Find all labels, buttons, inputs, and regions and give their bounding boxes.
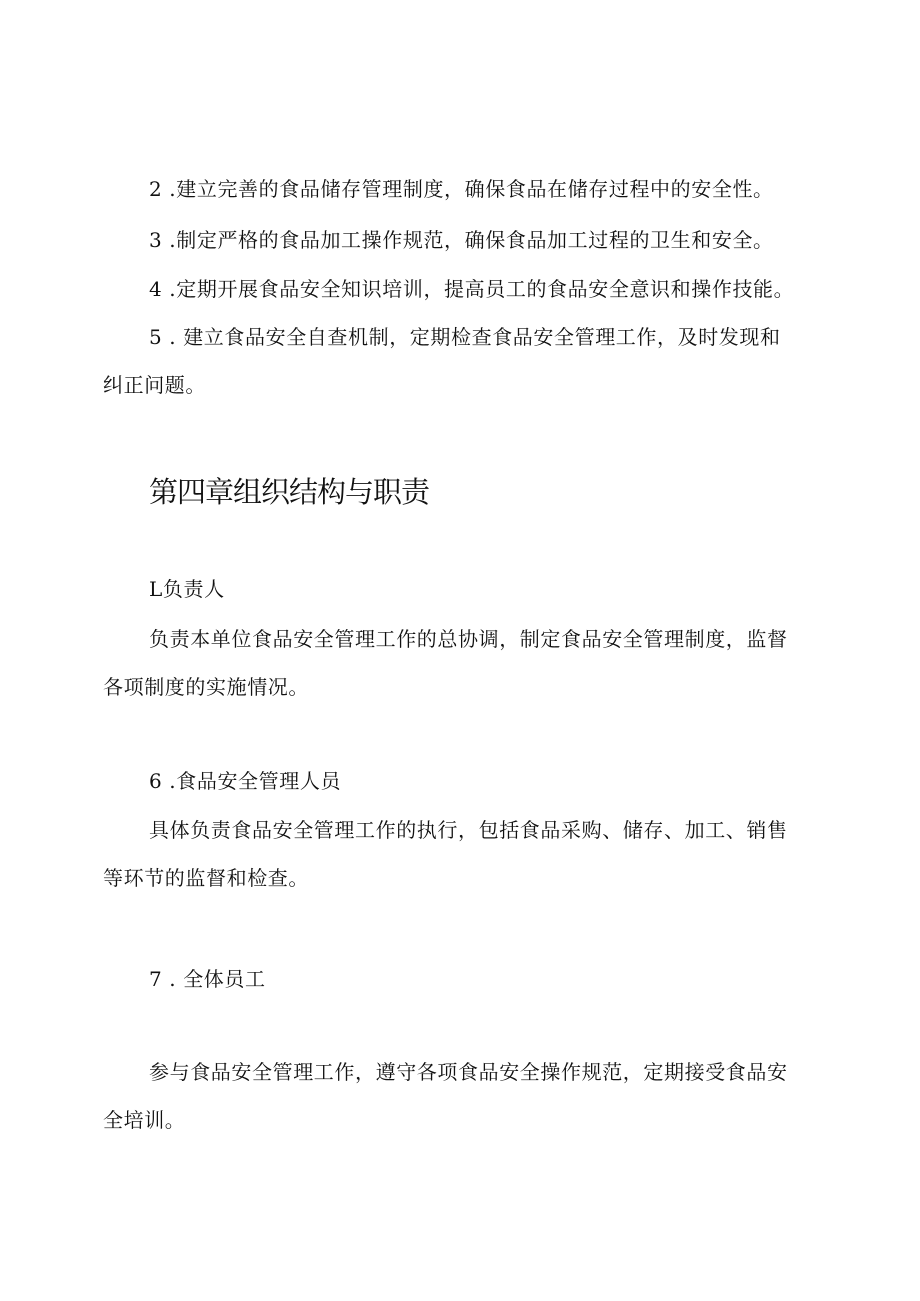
role-title-text: . 全体员工 — [169, 967, 266, 991]
role-number: 6 — [149, 769, 163, 793]
role-title-1: L负责人 — [149, 577, 225, 601]
role-desc-7-line2: 全培训。 — [103, 1108, 186, 1132]
list-number: 4 — [149, 277, 163, 301]
role-title-7 — [149, 966, 266, 992]
list-text: .定期开展食品安全知识培训，提高员工的食品安全意识和操作技能。 — [169, 277, 795, 301]
list-item-3 — [149, 227, 774, 253]
list-item-5-continuation: 纠正问题。 — [103, 373, 206, 397]
role-desc-1-line1: 负责本单位食品安全管理工作的总协调，制定食品安全管理制度，监督 — [149, 627, 788, 651]
list-text: . 建立食品安全自查机制，定期检查食品安全管理工作，及时发现和 — [169, 325, 781, 349]
list-number: 2 — [149, 177, 163, 201]
role-number: 7 — [149, 967, 163, 991]
list-item-2 — [149, 176, 774, 202]
role-desc-7-line1: 参与食品安全管理工作，遵守各项食品安全操作规范，定期接受食品安 — [149, 1060, 788, 1084]
role-title-6 — [149, 768, 341, 794]
list-item-5 — [149, 324, 781, 350]
list-text: .建立完善的食品储存管理制度，确保食品在储存过程中的安全性。 — [169, 177, 774, 201]
list-text: .制定严格的食品加工操作规范，确保食品加工过程的卫生和安全。 — [169, 228, 774, 252]
list-number: 3 — [149, 228, 163, 252]
list-number: 5 — [149, 325, 163, 349]
role-desc-6-line2: 等环节的监督和检查。 — [103, 866, 309, 890]
chapter-title: 第四章组织结构与职责 — [149, 475, 430, 509]
role-title-text: .食品安全管理人员 — [169, 769, 342, 793]
role-desc-1-line2: 各项制度的实施情况。 — [103, 675, 309, 699]
list-item-4 — [149, 276, 794, 302]
role-desc-6-line1: 具体负责食品安全管理工作的执行，包括食品采购、储存、加工、销售 — [149, 818, 788, 842]
